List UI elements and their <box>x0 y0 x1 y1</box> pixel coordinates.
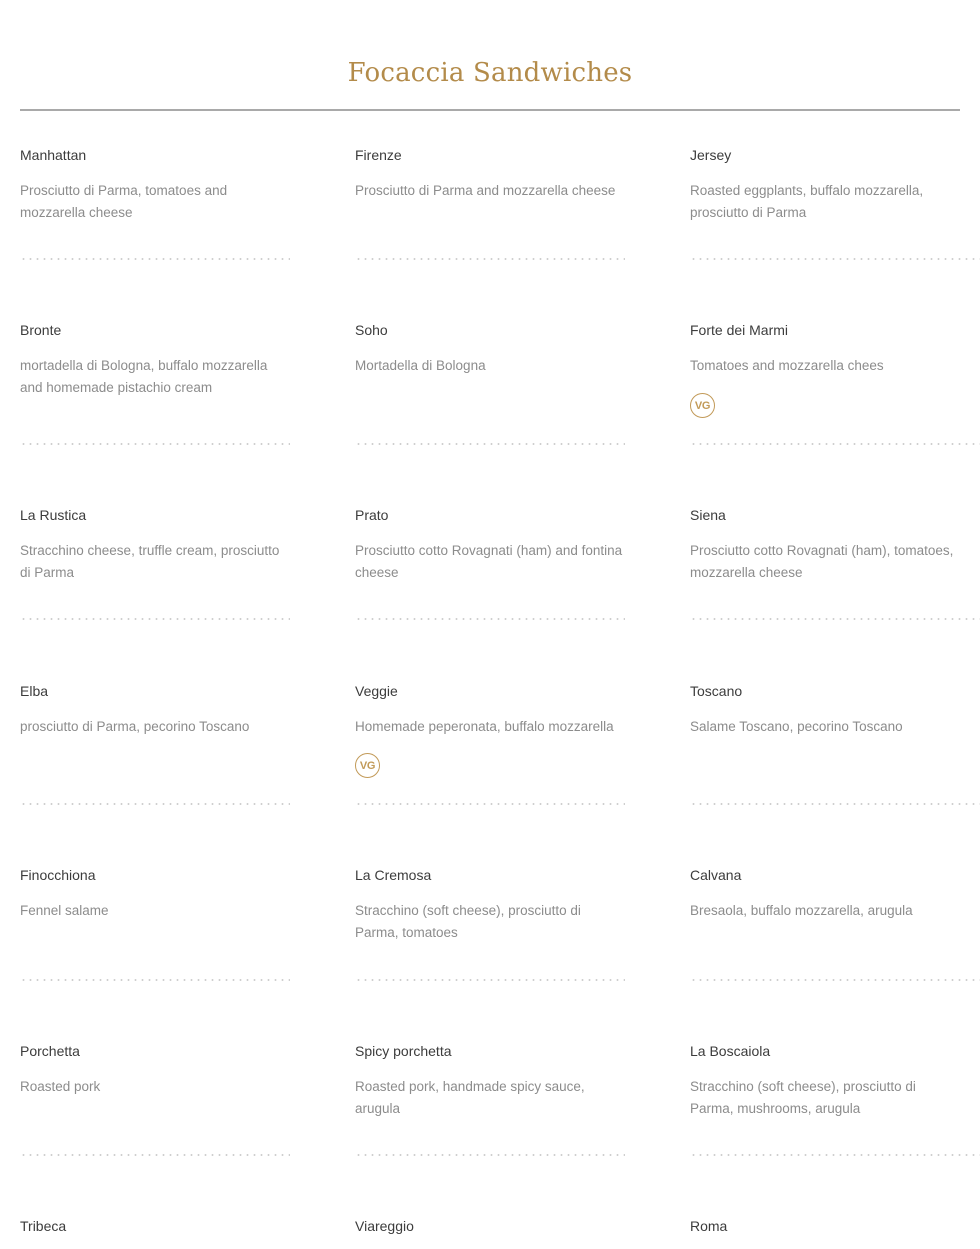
menu-item-description: Salame Toscano, pecorino Toscano <box>690 719 903 734</box>
menu-item-description: Stracchino (soft cheese), prosciutto di Parma, mushrooms, arugula <box>690 1079 916 1116</box>
menu-item <box>690 146 960 224</box>
menu-item <box>20 682 290 738</box>
dotted-separator <box>690 979 980 981</box>
dotted-separator <box>20 1154 290 1156</box>
menu-item <box>690 1217 960 1235</box>
menu-item <box>20 1042 290 1098</box>
menu-item-name: Porchetta <box>20 1043 80 1059</box>
dotted-separator <box>20 979 290 981</box>
vegetarian-badge-icon: VG <box>690 393 715 418</box>
menu-item-name: Toscano <box>690 683 743 699</box>
menu-item-description: Prosciutto di Parma and mozzarella cheese <box>355 183 616 198</box>
menu-item-name: Bronte <box>20 322 62 338</box>
page-title: Focaccia Sandwiches <box>347 58 633 88</box>
menu-item <box>20 866 290 922</box>
menu-item-name: Finocchiona <box>20 867 96 883</box>
menu-item <box>355 506 625 584</box>
menu-item-name: La Cremosa <box>355 867 432 883</box>
menu-item-name: Siena <box>690 507 726 523</box>
menu-item <box>355 1217 625 1235</box>
menu-item <box>355 1042 625 1120</box>
dotted-separator <box>20 803 290 805</box>
dotted-separator <box>20 443 290 445</box>
menu-item-description: Prosciutto di Parma, tomatoes and mozzarella cheese <box>20 183 228 220</box>
menu-item <box>690 321 960 377</box>
menu-item <box>690 506 960 584</box>
menu-item-description: Mortadella di Bologna <box>355 358 486 373</box>
menu-item-description: mortadella di Bologna, buffalo mozzarella and homemade pistachio cream <box>20 358 268 395</box>
menu-item-name: Calvana <box>690 867 742 883</box>
menu-item-description: Tomatoes and mozzarella chees <box>690 358 884 373</box>
title-divider <box>20 109 960 111</box>
menu-item <box>20 146 290 224</box>
menu-item-name: Firenze <box>355 147 402 163</box>
menu-item-description: Stracchino (soft cheese), prosciutto di Parma, tomatoes <box>355 903 581 940</box>
menu-item-description: Homemade peperonata, buffalo mozzarella <box>355 719 614 734</box>
menu-item-name: Spicy porchetta <box>355 1043 452 1059</box>
dotted-separator <box>690 803 980 805</box>
menu-item-name: La Boscaiola <box>690 1043 771 1059</box>
vegetarian-badge-icon: VG <box>355 753 380 778</box>
menu-item-description: Bresaola, buffalo mozzarella, arugula <box>690 903 913 918</box>
menu-item <box>20 1217 290 1235</box>
menu-item-name: Veggie <box>355 683 398 699</box>
menu-item-name: Roma <box>690 1218 728 1234</box>
menu-item-description: Roasted eggplants, buffalo mozzarella, prosciutto di Parma <box>690 183 924 220</box>
dotted-separator <box>355 258 625 260</box>
menu-item-name: Prato <box>355 507 389 523</box>
dotted-separator <box>690 443 980 445</box>
menu-item <box>690 1042 960 1120</box>
dotted-separator <box>690 1154 980 1156</box>
dotted-separator <box>355 443 625 445</box>
dotted-separator <box>20 258 290 260</box>
menu-item-description: Roasted pork <box>20 1079 101 1094</box>
menu-item <box>355 682 625 738</box>
menu-item-name: Tribeca <box>20 1218 67 1234</box>
menu-item-name: Jersey <box>690 147 732 163</box>
menu-item-name: Forte dei Marmi <box>690 322 789 338</box>
menu-item-description: Stracchino cheese, truffle cream, prosciutto di Parma <box>20 543 280 580</box>
menu-item-name: Soho <box>355 322 388 338</box>
menu-item <box>690 682 960 738</box>
menu-item-description: Roasted pork, handmade spicy sauce, arugula <box>355 1079 585 1116</box>
menu-item <box>355 146 625 202</box>
menu-item <box>20 321 290 399</box>
dotted-separator <box>355 979 625 981</box>
menu-item <box>355 321 625 377</box>
menu-item <box>20 506 290 584</box>
dotted-separator <box>690 618 980 620</box>
menu-item-name: Elba <box>20 683 49 699</box>
dotted-separator <box>355 618 625 620</box>
menu-item <box>355 866 625 944</box>
menu-item-description: Prosciutto cotto Rovagnati (ham), tomatoes, mozzarella cheese <box>690 543 954 580</box>
menu-item <box>690 866 960 922</box>
menu-item-description: prosciutto di Parma, pecorino Toscano <box>20 719 250 734</box>
menu-item-description: Fennel salame <box>20 903 109 918</box>
menu-item-name: Viareggio <box>355 1218 414 1234</box>
dotted-separator <box>355 803 625 805</box>
menu-item-name: Manhattan <box>20 147 87 163</box>
dotted-separator <box>690 258 980 260</box>
dotted-separator <box>20 618 290 620</box>
dotted-separator <box>355 1154 625 1156</box>
menu-item-description: Prosciutto cotto Rovagnati (ham) and fontina cheese <box>355 543 623 580</box>
menu-item-name: La Rustica <box>20 507 87 523</box>
